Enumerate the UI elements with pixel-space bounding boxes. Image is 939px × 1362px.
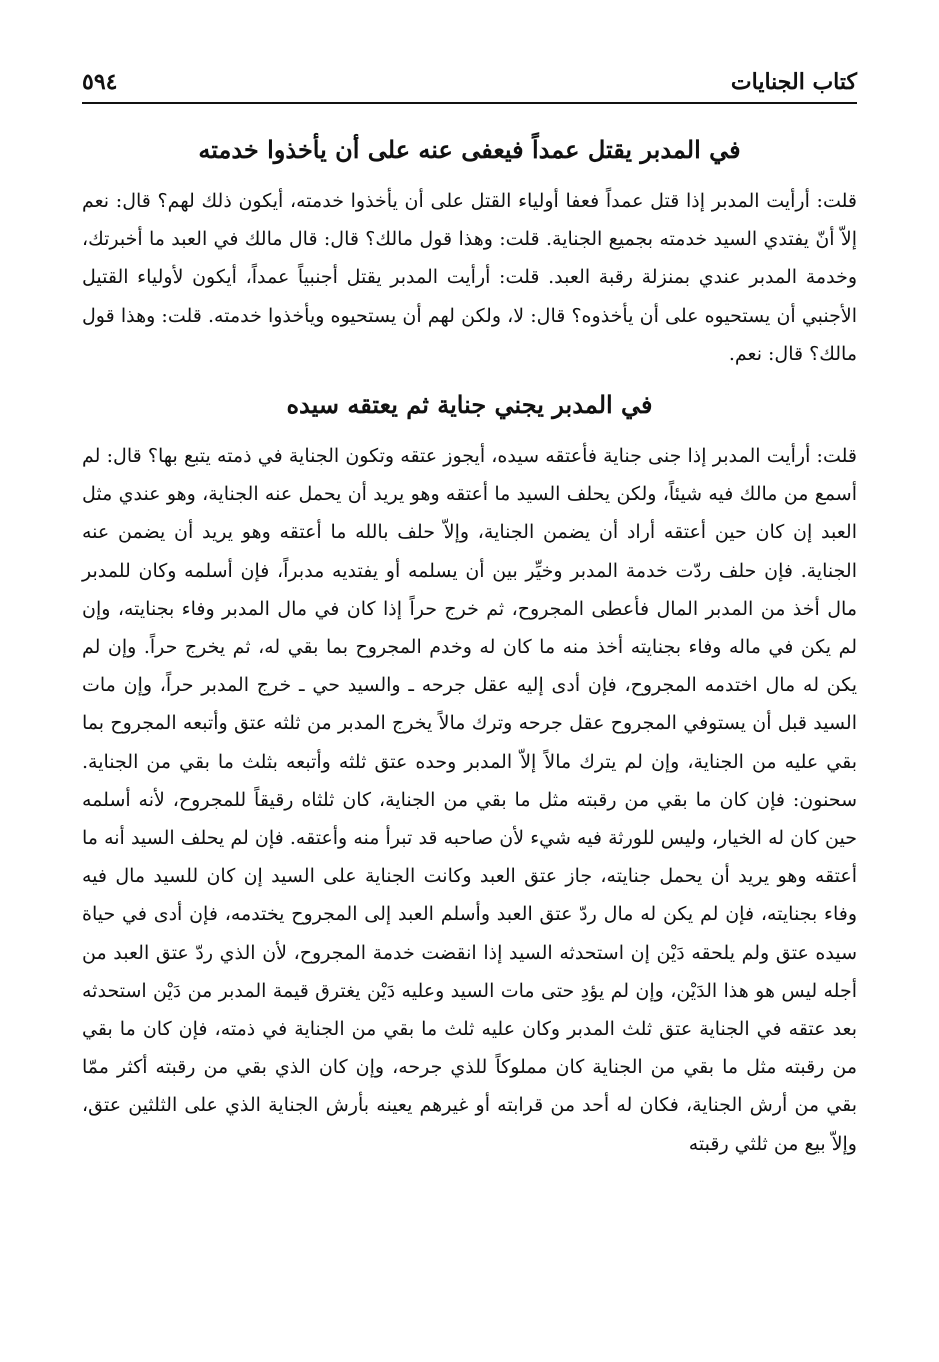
running-title: كتاب الجنايات bbox=[730, 69, 857, 95]
section-heading: في المدبر يجني جناية ثم يعتقه سيده bbox=[286, 390, 653, 420]
section-heading: في المدبر يقتل عمداً فيعفى عنه على أن يأخذوا خدمته bbox=[198, 135, 741, 164]
page-body bbox=[82, 118, 857, 1332]
section-paragraph: قلت: أرأيت المدبر إذا قتل عمداً فعفا أولياء القتل على أن يأخذوا خدمته، أيكون ذلك لهم؟ قال: نعم إلاّ أنّ يفتدي السيد خدمته بجميع الجناية. قلت: وهذا قول مالك؟ قال: قال مالك في العبد ما أخبرتك، وخدمة المدبر عندي بمنزلة رقبة العبد. قلت: أرأيت المدبر يقتل أجنبياً عمداً، أيكون لأولياء القتيل الأجنبي أن يستحيوه على أن يأخذوه؟ قال: لا، ولكن لهم أن يستحيوه ويأخذوا خدمته. قلت: وهذا قول مالك؟ قال: نعم. bbox=[82, 190, 857, 365]
section-paragraph: قلت: أرأيت المدبر إذا جنى جناية فأعتقه سيده، أيجوز عتقه وتكون الجناية في ذمته يتبع بها؟ قال: لم أسمع من مالك فيه شيئاً، ولكن يحلف السيد ما أعتقه وهو يريد أن يحمل عنه الجناية، وهو عندي مثل العبد إن كان حين أعتقه أراد أن يضمن الجناية، وإلاّ حلف بالله ما أعتقه وهو يريد أن يضمن عنه الجناية. فإن حلف ردّت خدمة المدبر وخيِّر بين أن يسلمه أو يفتديه مدبراً، فإن أسلمه وكان للمدبر مال أخذ من المدبر المال فأعطى المجروح، ثم خرج حراً إذا كان في مال المدبر وفاء بجنايته، وإن لم يكن في ماله وفاء بجنايته أخذ منه ما كان له وخدم المجروح بما بقي له، ثم يخرج حراً. وإن لم يكن له مال اختدمه المجروح، فإن أدى إليه عقل جرحه ـ والسيد حي ـ خرج المدبر حراً، وإن مات السيد قبل أن يستوفي المجروح عقل جرحه وترك مالاً يخرج المدبر من ثلثه عتق وأتبعه المجروح بما بقي عليه من الجناية، وإن لم يترك مالاً إلاّ المدبر وحده عتق ثلثه وأتبعه بثلث ما بقي من الجناية. سحنون: فإن كان ما بقي من رقبته مثل ما بقي من الجناية، كان ثلثاه رقيقاً للمجروح، لأنه أسلمه حين كان له الخيار، وليس للورثة فيه شيء لأن صاحبه قد تبرأ منه وأعتقه. فإن لم يحلف السيد أنه ما أعتقه وهو يريد أن يحمل جنايته، جاز عتق العبد وكانت الجناية على السيد إن كان للسيد مال فيه وفاء بجنايته، فإن لم يكن له مال ردّ عتق العبد وأسلم العبد إلى المجروح يختدمه، فإن أدى في حياة سيده عتق ولم يلحقه دَيْن إن استحدثه السيد إذا انقضت خدمة المجروح، لأن الذي ردّ عتق العبد من أجله ليس هو هذا الدَيْن، وإن لم يؤدِ حتى مات السيد وعليه دَيْن يغترق قيمة المدبر من دَيْن استحدثه بعد عتقه في الجناية عتق ثلث المدبر وكان عليه ثلث ما بقي من الجناية في ذمته، فإن كان ما بقي من رقبته مثل ما بقي من الجناية كان مملوكاً للذي جرحه، وإن كان الذي بقي من رقبته أكثر ممّا بقي من أرش الجناية، فكان له أحد من قرابته أو غيرهم يعينه بأرش الجناية الذي على الثلثين عتق، وإلاّ بيع من ثلثي رقبته bbox=[82, 445, 857, 1155]
page-number: ٥٩٤ bbox=[82, 69, 118, 95]
running-header bbox=[82, 62, 857, 104]
